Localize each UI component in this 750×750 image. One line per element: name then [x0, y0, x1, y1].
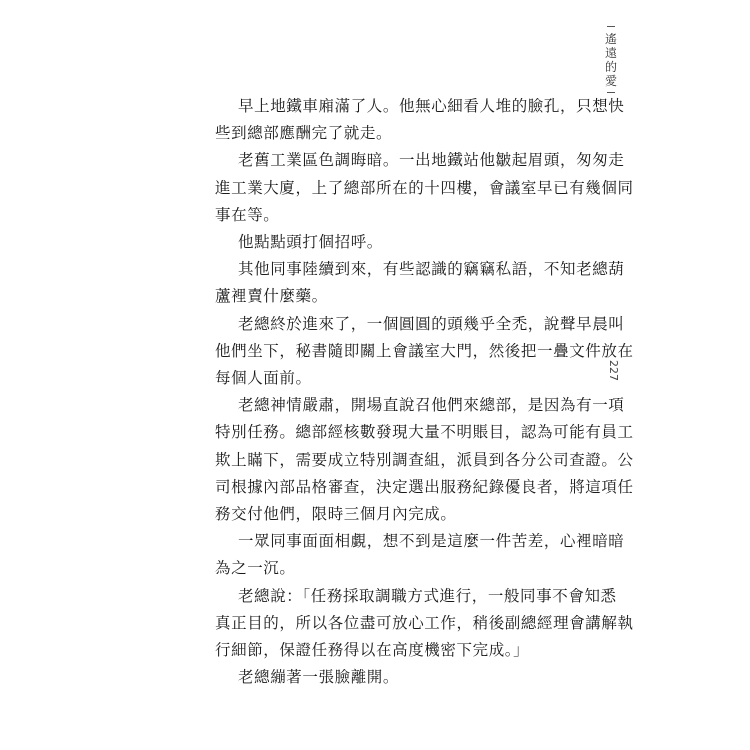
running-head: [601, 22, 621, 98]
text-line: 行細節，保證任務得以在高度機密下完成。」: [215, 641, 530, 660]
page-number: 227: [607, 359, 620, 381]
text-line: 他們坐下，秘書隨即關上會議室大門，然後把一疊文件放在: [215, 341, 634, 360]
text-line: 老總說：「任務採取調職方式進行，一般同事不會知悉: [238, 586, 617, 605]
text-line: 每個人面前。: [215, 369, 312, 388]
paragraph: [215, 664, 587, 691]
text-line: 他點點頭打個招呼。: [238, 233, 383, 252]
paragraph: [215, 528, 625, 582]
text-line: 真正目的，所以各位盡可放心工作，稍後副總經理會講解執: [215, 613, 634, 632]
text-line: 些到總部應酬完了就走。: [215, 124, 393, 143]
text-line: 老總終於進來了，一個圓圓的頭幾乎全禿，說聲早晨叫: [238, 314, 625, 333]
paragraph: [215, 147, 634, 229]
text-line: 事在等。: [215, 205, 280, 224]
text-line: 進工業大廈，上了總部所在的十四樓，會議室早已有幾個同: [215, 178, 634, 197]
paragraph: [215, 392, 634, 528]
running-head-char: 愛: [604, 74, 617, 88]
text-line: 老舊工業區色調晦暗。一出地鐵站他皺起眉頭，匆匆走: [238, 151, 625, 170]
text-line: 特別任務。總部經核數發現大量不明賬目，認為可能有員工: [215, 423, 634, 442]
paragraph: [215, 229, 587, 256]
text-line: 其他同事陸續到來，有些認識的竊竊私語，不知老總葫: [238, 260, 625, 279]
text-line: 欺上瞞下，需要成立特別調查組，派員到各分公司查證。公: [215, 450, 634, 469]
text-line: 老總神情嚴肅，開場直說召他們來總部，是因為有一項: [238, 396, 625, 415]
paragraph: [215, 93, 625, 147]
text-line: 早上地鐵車廂滿了人。他無心細看人堆的臉孔，只想快: [238, 97, 625, 115]
running-head-char: 遠: [604, 46, 617, 60]
text-line: 老總繃著一張臉離開。: [238, 668, 400, 687]
running-head-char: 的: [604, 60, 617, 74]
paragraph: [215, 583, 634, 665]
text-line: 務交付他們，限時三個月內完成。: [215, 505, 457, 524]
running-head-top-rule: [607, 26, 615, 27]
running-head-char: 遙: [604, 32, 617, 46]
text-line: 蘆裡賣什麼藥。: [215, 287, 328, 306]
text-line: 一眾同事面面相覷，想不到是這麼一件苦差，心裡暗暗: [238, 532, 625, 551]
paragraph: [215, 256, 625, 310]
text-line: 司根據內部品格審查，決定選出服務紀錄優良者，將這項任: [215, 477, 634, 496]
text-line: 為之一沉。: [215, 559, 296, 578]
